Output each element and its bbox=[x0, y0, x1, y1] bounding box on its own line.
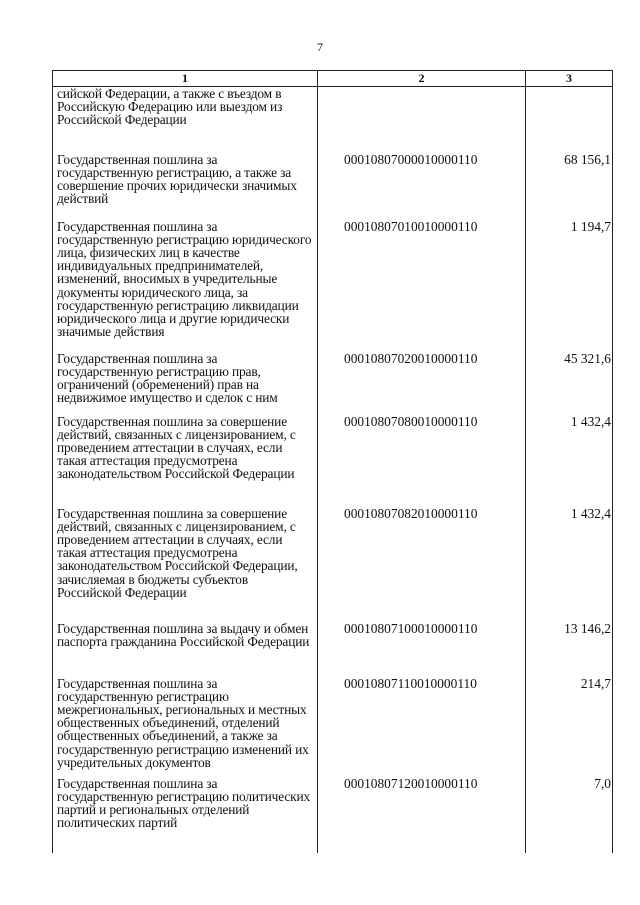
budget-revenue-table bbox=[52, 70, 613, 853]
row-code bbox=[318, 87, 526, 149]
table-header-row bbox=[53, 71, 613, 87]
row-code: 00010807120010000110 bbox=[318, 773, 526, 853]
row-code: 00010807010010000110 bbox=[318, 216, 526, 348]
row-name: Государственная пошлина за государственную регистрацию межрегиональных, региональных и местных общественных объединений, отделений общественных объединений, а также за государственную регистрацию изменений их учредительных документов bbox=[53, 673, 318, 773]
row-value: 68 156,1 bbox=[526, 149, 613, 216]
row-code: 00010807100010000110 bbox=[318, 618, 526, 673]
page-number: 7 bbox=[317, 40, 323, 54]
row-value: 214,7 bbox=[526, 673, 613, 773]
row-code: 00010807080010000110 bbox=[318, 411, 526, 503]
table-row bbox=[53, 673, 613, 773]
row-value: 7,0 bbox=[526, 773, 613, 853]
table-row bbox=[53, 348, 613, 411]
row-value: 13 146,2 bbox=[526, 618, 613, 673]
row-name: Государственная пошлина за государственную регистрацию политических партий и региональных отделений политических партий bbox=[53, 773, 318, 853]
row-code: 00010807110010000110 bbox=[318, 673, 526, 773]
row-name: Государственная пошлина за совершение действий, связанных с лицензированием, с проведением аттестации в случаях, если такая аттестация предусмотрена законодательством Российской Федерации, зачисляемая в бюджеты субъектов Российской Федерации bbox=[53, 503, 318, 618]
table-row bbox=[53, 87, 613, 149]
column-header-2: 2 bbox=[318, 71, 526, 87]
row-name: Государственная пошлина за выдачу и обмен паспорта гражданина Российской Федерации bbox=[53, 618, 318, 673]
row-value: 1 432,4 bbox=[526, 503, 613, 618]
row-value: 45 321,6 bbox=[526, 348, 613, 411]
row-value: 1 194,7 bbox=[526, 216, 613, 348]
column-header-3: 3 bbox=[526, 71, 613, 87]
row-value: 1 432,4 bbox=[526, 411, 613, 503]
row-code: 00010807082010000110 bbox=[318, 503, 526, 618]
column-header-1: 1 bbox=[53, 71, 318, 87]
row-code: 00010807000010000110 bbox=[318, 149, 526, 216]
row-name: Государственная пошлина за государственную регистрацию прав, ограничений (обременений) прав на недвижимое имущество и сделок с ним bbox=[53, 348, 318, 411]
table-row bbox=[53, 618, 613, 673]
row-code: 00010807020010000110 bbox=[318, 348, 526, 411]
row-name: Государственная пошлина за государственную регистрацию, а также за совершение прочих юридически значимых действий bbox=[53, 149, 318, 216]
table-row bbox=[53, 773, 613, 853]
row-name: сийской Федерации, а также с въездом в Российскую Федерацию или выездом из Российской Федерации bbox=[53, 87, 318, 149]
table-row bbox=[53, 149, 613, 216]
row-name: Государственная пошлина за государственную регистрацию юридического лица, физических лиц в качестве индивидуальных предпринимателей, изменений, вносимых в учредительные документы юридического лица, за государственную регистрацию ликвидации юридического лица и другие юридически значимые действия bbox=[53, 216, 318, 348]
row-name: Государственная пошлина за совершение действий, связанных с лицензированием, с проведением аттестации в случаях, если такая аттестация предусмотрена законодательством Российской Федерации bbox=[53, 411, 318, 503]
table-row bbox=[53, 503, 613, 618]
table-row bbox=[53, 411, 613, 503]
row-value bbox=[526, 87, 613, 149]
table-row bbox=[53, 216, 613, 348]
